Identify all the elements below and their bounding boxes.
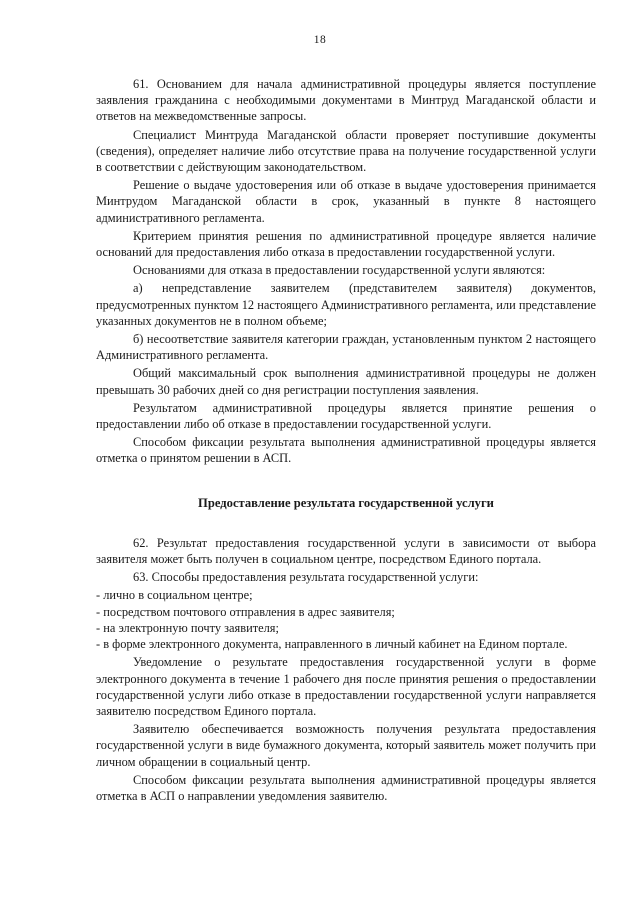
page-number: 18 bbox=[313, 34, 327, 46]
list-item: - посредством почтового отправления в адрес заявителя; bbox=[96, 604, 395, 619]
paragraph-61: 61. Основанием для начала административной процедуры является поступление заявления гражданина с необходимыми документами в Минтруд Магаданской области и ответов на межведомственные запросы. bbox=[96, 77, 596, 124]
list-item: - на электронную почту заявителя; bbox=[96, 620, 279, 635]
document-body bbox=[96, 76, 596, 806]
paragraph-specialist-check: Специалист Минтруда Магаданской области проверяет поступившие документы (сведения), определяет наличие либо отсутствие права на получение государственной услуги в соответствии с действующим законодательством. bbox=[96, 127, 596, 175]
paragraph-62: 62. Результат предоставления государственной услуги в зависимости от выбора заявителя может быть получен в социальном центре, посредством Единого портала. bbox=[96, 535, 596, 567]
paragraph-decision-term: Решение о выдаче удостоверения или об отказе в выдаче удостоверения принимается Минтрудом Магаданской области в срок, указанный в пункте 8 настоящего административного регламента. bbox=[96, 178, 596, 225]
list-item: - лично в социальном центре; bbox=[96, 588, 253, 603]
paragraph-refusal-a: а) непредставление заявителем (представителем заявителя) документов, предусмотренных пунктом 12 настоящего Административного регламента, или представление указанных документов не в полном объеме; bbox=[96, 281, 596, 328]
paragraph-paper-document: Заявителю обеспечивается возможность получения результата предоставления государственной услуги в виде бумажного документа, который заявитель может получить при личном обращении в социальный центр. bbox=[96, 722, 596, 769]
paragraph-fixation: Способом фиксации результата выполнения административной процедуры является отметка о принятом решении в АСП. bbox=[96, 435, 596, 466]
paragraph-refusal-b: б) несоответствие заявителя категории граждан, установленным пунктом 2 настоящего Административного регламента. bbox=[96, 332, 596, 363]
paragraph-decision-criterion: Критерием принятия решения по административной процедуре является наличие оснований для предоставления либо отказа в предоставлении государственной услуги. bbox=[96, 228, 596, 260]
list-item: - в форме электронного документа, направленного в личный кабинет на Едином портале. bbox=[96, 637, 568, 652]
section-heading: Предоставление результата государственной услуги bbox=[198, 495, 494, 510]
paragraph-result: Результатом административной процедуры является принятие решения о предоставлении либо об отказе в предоставлении государственной услуги. bbox=[96, 400, 596, 432]
paragraph-refusal-grounds: Основаниями для отказа в предоставлении государственной услуги являются: bbox=[133, 263, 546, 278]
paragraph-63: 63. Способы предоставления результата государственной услуги: bbox=[133, 570, 479, 585]
paragraph-notification: Уведомление о результате предоставления государственной услуги в форме электронного документа в течение 1 рабочего дня после принятия решения о предоставлении государственной услуги либо отказе в предоставлении государственной услуги направляется заявителю посредством Единого портала. bbox=[96, 655, 596, 718]
paragraph-max-term: Общий максимальный срок выполнения административной процедуры не должен превышать 30 рабочих дней со дня регистрации поступления заявления. bbox=[96, 366, 596, 397]
paragraph-notification-fixation: Способом фиксации результата выполнения административной процедуры является отметка в АСП о направлении уведомления заявителю. bbox=[96, 772, 596, 803]
